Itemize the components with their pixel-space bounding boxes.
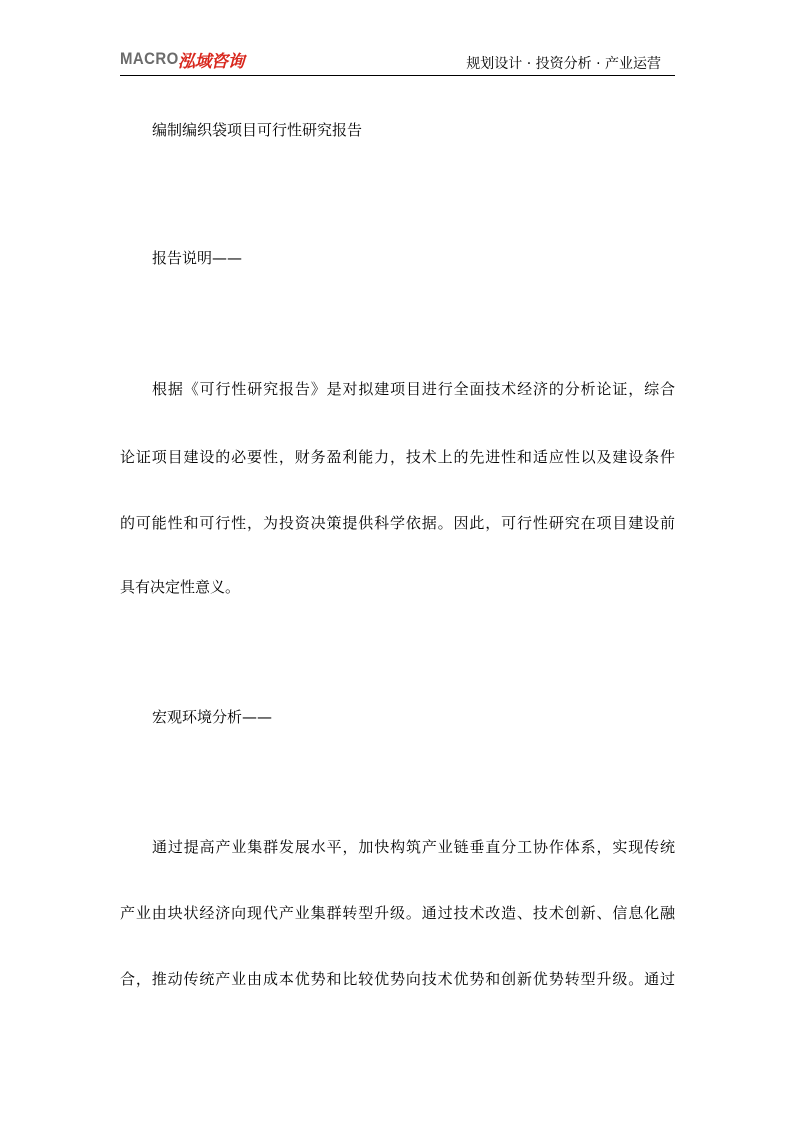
paragraph-line: 产业由块状经济向现代产业集群转型升级。通过技术改造、技术创新、信息化融 xyxy=(120,904,675,922)
logo-chinese-text: 泓域咨询 xyxy=(178,51,244,72)
header-tagline: 规划设计 · 投资分析 · 产业运营 xyxy=(466,56,661,72)
paragraph-line: 具有决定性意义。 xyxy=(120,578,241,596)
section-heading-report-description: 报告说明—— xyxy=(152,249,243,267)
paragraph-line: 论证项目建设的必要性，财务盈利能力，技术上的先进性和适应性以及建设条件 xyxy=(120,448,675,466)
logo-latin-text: MACRO xyxy=(120,49,179,68)
section-heading-macro-environment: 宏观环境分析—— xyxy=(152,708,273,726)
document-title: 编制编织袋项目可行性研究报告 xyxy=(152,121,363,139)
paragraph-line: 合，推动传统产业由成本优势和比较优势向技术优势和创新优势转型升级。通过 xyxy=(120,970,675,988)
company-logo xyxy=(120,48,244,70)
paragraph-line: 根据《可行性研究报告》是对拟建项目进行全面技术经济的分析论证，综合 xyxy=(152,380,675,398)
paragraph-line: 通过提高产业集群发展水平，加快构筑产业链垂直分工协作体系，实现传统 xyxy=(152,838,675,856)
paragraph-line: 的可能性和可行性，为投资决策提供科学依据。因此，可行性研究在项目建设前 xyxy=(120,514,675,532)
page-header xyxy=(120,44,675,76)
